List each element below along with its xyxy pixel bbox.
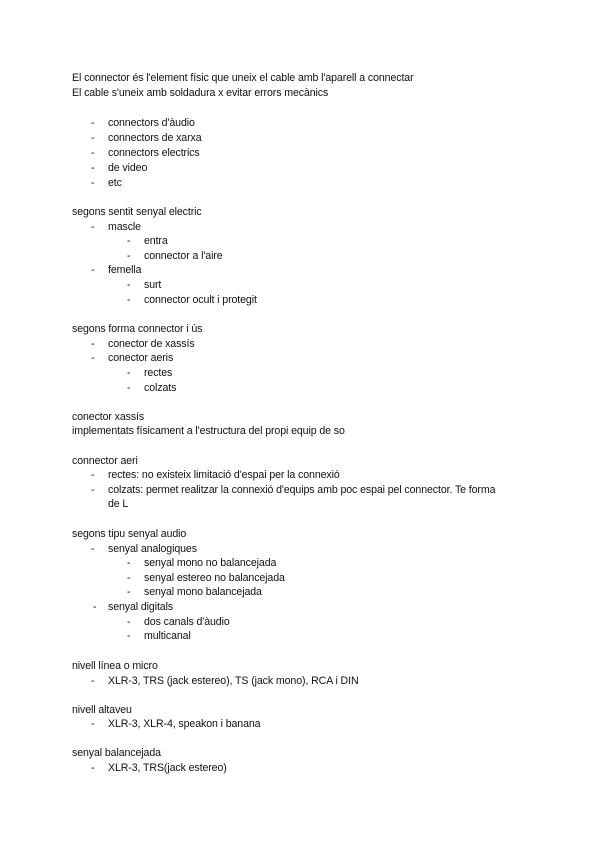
- sub-list-item: dos canals d'àudio: [144, 616, 230, 628]
- section-heading-xassis: conector xassís: [72, 411, 145, 423]
- list-item: colzats: permet realitzar la connexió d'equips amb poc espai pel connector. Te forma: [108, 484, 496, 496]
- bullet-dash: -: [127, 367, 131, 379]
- list-item: etc: [108, 177, 122, 189]
- bullet-dash: -: [127, 616, 131, 628]
- bullet-dash: -: [127, 279, 131, 291]
- bullet-dash: -: [91, 117, 95, 129]
- bullet-dash: -: [93, 601, 97, 613]
- list-item: conector de xassís: [108, 338, 195, 350]
- bullet-dash: -: [91, 221, 95, 233]
- sub-list-item: senyal estereo no balancejada: [144, 572, 285, 584]
- bullet-dash: -: [91, 762, 95, 774]
- list-item: connectors de xarxa: [108, 132, 202, 144]
- bullet-dash: -: [127, 382, 131, 394]
- bullet-dash: -: [91, 484, 95, 496]
- intro-line-1: El connector és l'element físic que uneix el cable amb l'aparell a connectar: [72, 72, 414, 84]
- bullet-dash: -: [127, 235, 131, 247]
- list-item-mascle: mascle: [108, 221, 141, 233]
- section-heading-altaveu: nivell altaveu: [72, 704, 132, 716]
- bullet-dash: -: [91, 543, 95, 555]
- bullet-dash: -: [91, 264, 95, 276]
- section-heading-balancejada: senyal balancejada: [72, 747, 161, 759]
- bullet-dash: -: [91, 147, 95, 159]
- section-heading-forma: segons forma connector i ús: [72, 323, 203, 335]
- list-item: XLR-3, TRS(jack estereo): [108, 762, 227, 774]
- bullet-dash: -: [127, 294, 131, 306]
- bullet-dash: -: [91, 338, 95, 350]
- sub-list-item: connector ocult i protegit: [144, 294, 257, 306]
- list-item: XLR-3, XLR-4, speakon i banana: [108, 718, 261, 730]
- bullet-dash: -: [91, 469, 95, 481]
- bullet-dash: -: [127, 557, 131, 569]
- bullet-dash: -: [91, 675, 95, 687]
- bullet-dash: -: [91, 352, 95, 364]
- sub-list-item: colzats: [144, 382, 177, 394]
- section-heading-linea: nivell línea o micro: [72, 660, 158, 672]
- sub-list-item: multicanal: [144, 630, 191, 642]
- bullet-dash: -: [127, 630, 131, 642]
- bullet-dash: -: [127, 586, 131, 598]
- sub-list-item: rectes: [144, 367, 173, 379]
- sub-list-item: senyal mono no balancejada: [144, 557, 277, 569]
- list-item: senyal digitals: [108, 601, 174, 613]
- sub-list-item: connector a l'aire: [144, 250, 223, 262]
- list-item: senyal analogiques: [108, 543, 197, 555]
- list-item-femella: femella: [108, 264, 142, 276]
- sub-list-item: surt: [144, 279, 162, 291]
- list-item: conector aeris: [108, 352, 174, 364]
- sub-list-item: entra: [144, 235, 168, 247]
- bullet-dash: -: [127, 250, 131, 262]
- list-item: rectes: no existeix limitació d'espai per la connexió: [108, 469, 340, 481]
- bullet-dash: -: [91, 177, 95, 189]
- section-heading-tipu: segons tipu senyal audio: [72, 528, 187, 540]
- section-heading-sentit: segons sentit senyal electric: [72, 206, 202, 218]
- list-item-continuation: de L: [108, 498, 129, 510]
- list-item: de video: [108, 162, 148, 174]
- paragraph: implementats físicament a l'estructura del propi equip de so: [72, 425, 345, 437]
- intro-line-2: El cable s'uneix amb soldadura x evitar errors mecànics: [72, 87, 329, 99]
- list-item: XLR-3, TRS (jack estereo), TS (jack mono), RCA i DIN: [108, 675, 359, 687]
- bullet-dash: -: [91, 718, 95, 730]
- bullet-dash: -: [91, 132, 95, 144]
- bullet-dash: -: [91, 162, 95, 174]
- section-heading-aeri: connector aeri: [72, 455, 138, 467]
- list-item: connectors electrics: [108, 147, 200, 159]
- list-item: connectors d'àudio: [108, 117, 195, 129]
- bullet-dash: -: [127, 572, 131, 584]
- sub-list-item: senyal mono balancejada: [144, 586, 262, 598]
